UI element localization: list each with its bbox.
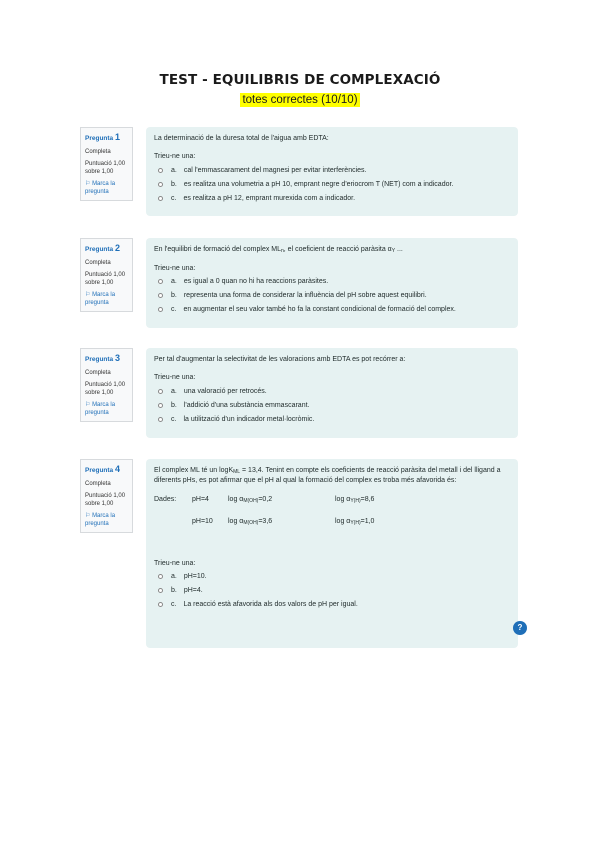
data-table: [154, 495, 510, 527]
radio-button[interactable]: [158, 307, 163, 312]
radio-button[interactable]: [158, 196, 163, 201]
score-summary: totes correctes (10/10): [242, 94, 358, 106]
question-box-2: [146, 238, 518, 328]
question-grade: Puntuació 1,00 sobre 1,00: [85, 381, 126, 396]
answer-option[interactable]: c. es realitza a pH 12, emprant murexida com a indicador.: [154, 194, 510, 203]
radio-button[interactable]: [158, 389, 163, 394]
answer-option[interactable]: b. es realitza una volumetria a pH 10, emprant negre d'eriocrom T (NET) com a indicador.: [154, 180, 510, 189]
answer-option[interactable]: b. l'addició d'una substància emmascarant.: [154, 401, 510, 410]
question-number: Pregunta 1: [85, 132, 120, 142]
question-text: En l'equilibri de formació del complex $ML_n$, el coeficient de reacció paràsita $\alpha_Y$ ...: [154, 246, 403, 254]
answer-option[interactable]: c. la utilització d'un indicador metal·locròmic.: [154, 415, 510, 424]
flag-icon: ⚐: [85, 513, 91, 520]
data-alpha-y: $\log \alpha_{Y(H)}=8,6$: [335, 496, 375, 505]
flag-icon: ⚐: [85, 181, 91, 188]
answer-option[interactable]: a. es igual a 0 quan no hi ha reaccions paràsites.: [154, 277, 510, 286]
data-row: [154, 495, 510, 505]
question-text: Per tal d'augmentar la selectivitat de les valoracions amb EDTA es pot recórrer a:: [154, 356, 406, 363]
question-info-1: [80, 127, 133, 201]
score-summary-wrap: [0, 90, 600, 108]
flag-icon: ⚐: [85, 292, 91, 299]
question-text: El complex ML té un logK$_{ML}$ = 13,4. Tenint en compte els coeficients de reacció paràsita del metall i del lligand a diferents pHs, es pot afirmar que el pH al qual la formació del complex es troba més afavorida és:: [154, 467, 501, 484]
answer-option[interactable]: a. una valoració per retrocés.: [154, 387, 510, 396]
data-alpha-m: $\log \alpha_{M(OH)}=3,6$: [228, 517, 273, 526]
choose-prompt: Trieu-ne una:: [154, 264, 196, 272]
data-row: [154, 517, 510, 527]
flag-question-link[interactable]: ⚐ Marca la pregunta: [85, 513, 116, 528]
question-state: Completa: [85, 480, 111, 487]
answer-option[interactable]: a. cal l'emmascarament del magnesi per evitar interferències.: [154, 166, 510, 175]
question-grade: Puntuació 1,00 sobre 1,00: [85, 160, 126, 175]
flag-icon: ⚐: [85, 402, 91, 409]
question-box-1: [146, 127, 518, 216]
data-ph: pH=10: [192, 517, 213, 525]
radio-button[interactable]: [158, 574, 163, 579]
question-state: Completa: [85, 148, 111, 155]
question-box-3: [146, 348, 518, 438]
radio-button[interactable]: [158, 403, 163, 408]
answer-option[interactable]: c. en augmentar el seu valor també ho fa la constant condicional de formació del complex.: [154, 305, 510, 314]
data-label: Dades:: [154, 496, 177, 504]
answer-option[interactable]: c. La reacció està afavorida als dos valors de pH per igual.: [154, 600, 510, 609]
radio-button[interactable]: [158, 417, 163, 422]
choose-prompt: Trieu-ne una:: [154, 559, 196, 567]
data-ph: pH=4: [192, 496, 209, 504]
question-number: Pregunta 2: [85, 243, 120, 253]
radio-button[interactable]: [158, 602, 163, 607]
question-number: Pregunta 4: [85, 464, 120, 474]
data-alpha-m: $\log \alpha_{M(OH)}=0,2$: [228, 496, 273, 505]
answer-option[interactable]: b. pH=4.: [154, 586, 510, 595]
question-text: La determinació de la duresa total de l'aigua amb EDTA:: [154, 135, 329, 142]
question-state: Completa: [85, 369, 111, 376]
question-grade: Puntuació 1,00 sobre 1,00: [85, 271, 126, 286]
flag-question-link[interactable]: ⚐ Marca la pregunta: [85, 292, 116, 307]
radio-button[interactable]: [158, 168, 163, 173]
data-alpha-y: $\log \alpha_{Y(H)}=1,0$: [335, 517, 375, 526]
radio-button[interactable]: [158, 182, 163, 187]
flag-question-link[interactable]: ⚐ Marca la pregunta: [85, 402, 116, 417]
answer-option[interactable]: a. pH=10.: [154, 572, 510, 581]
choose-prompt: Trieu-ne una:: [154, 374, 196, 382]
question-info-4: [80, 459, 133, 533]
question-state: Completa: [85, 259, 111, 266]
help-button[interactable]: ?: [513, 621, 527, 635]
answer-option[interactable]: b. representa una forma de considerar la influència del pH sobre aquest equilibri.: [154, 291, 510, 300]
question-info-3: [80, 348, 133, 422]
radio-button[interactable]: [158, 293, 163, 298]
question-grade: Puntuació 1,00 sobre 1,00: [85, 492, 126, 507]
choose-prompt: Trieu-ne una:: [154, 153, 196, 161]
question-number: Pregunta 3: [85, 353, 120, 363]
page-title: TEST - EQUILIBRIS DE COMPLEXACIÓ: [159, 72, 441, 88]
radio-button[interactable]: [158, 279, 163, 284]
question-info-2: [80, 238, 133, 312]
flag-question-link[interactable]: ⚐ Marca la pregunta: [85, 181, 116, 196]
radio-button[interactable]: [158, 588, 163, 593]
question-box-4: [146, 459, 518, 648]
